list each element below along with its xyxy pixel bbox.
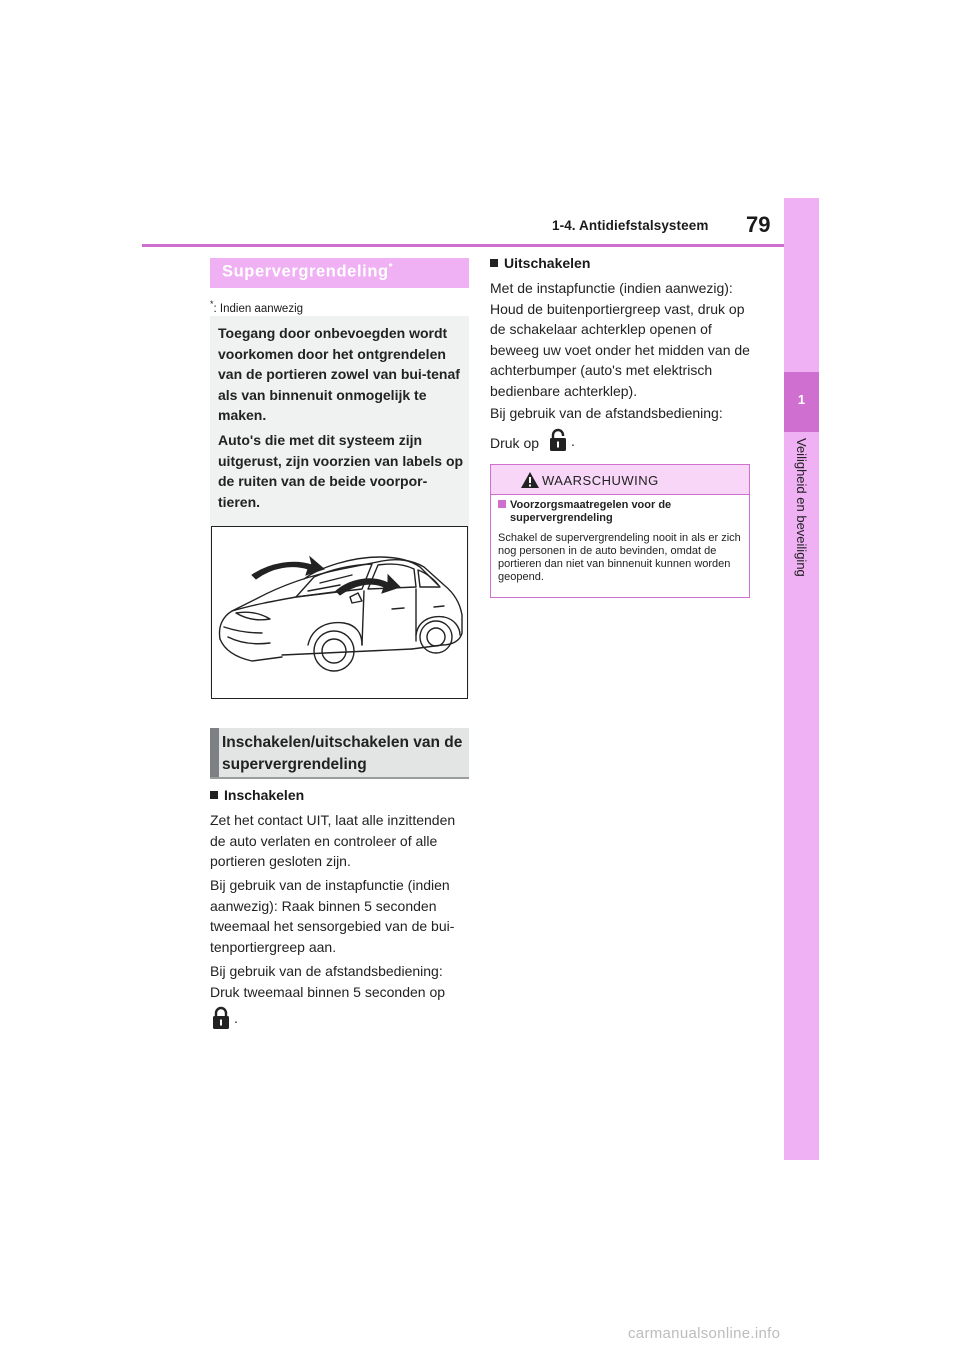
uitschakelen-period: . (571, 433, 575, 449)
car-illustration (211, 526, 468, 699)
warning-triangle-icon (520, 471, 540, 489)
section-heading (210, 258, 469, 288)
warning-subheading-text: Voorzorgsmaatregelen voor de supervergrendeling (510, 499, 672, 524)
chapter-title (784, 438, 819, 628)
inschakelen-period: . (234, 1010, 238, 1026)
uitschakelen-paragraph-2: Bij gebruik van de afstandsbediening: (490, 405, 723, 421)
inschakelen-heading (210, 787, 304, 803)
warning-subheading (498, 499, 746, 525)
intro-paragraph-1: Toegang door onbevoegden wordt voorkomen door het ontgrendelen van de portieren zowel van bui-tenaf als van binnenuit onmogelijk te maken. (218, 325, 460, 423)
unlock-icon (548, 428, 568, 452)
chapter-side-tab[interactable] (784, 198, 819, 1160)
warning-title: WAARSCHUWING (542, 473, 659, 488)
square-bullet-icon (498, 500, 506, 508)
uitschakelen-paragraph-1: Met de instapfunctie (indien aanwezig): Houd de buitenportiergreep vast, druk op de schakelaar achterklep openen of beweeg uw voet onder het midden van de achterbumper (auto's met elektrisch bedienbare achterklep). (490, 280, 750, 399)
warning-header (491, 465, 749, 495)
car-drawing (212, 527, 467, 698)
header-rule (142, 244, 786, 247)
chapter-title-text: Veiligheid en beveiliging (794, 438, 809, 577)
subsection-heading-bar (210, 728, 219, 777)
inschakelen-heading-text: Inschakelen (224, 787, 305, 803)
uitschakelen-paragraph-3: Druk op (490, 435, 540, 451)
uitschakelen-heading (490, 255, 590, 271)
footnote-text: : Indien aanwezig (213, 302, 304, 315)
square-bullet-icon (490, 259, 498, 267)
watermark: carmanualsonline.info (628, 1325, 781, 1342)
warning-body: Schakel de supervergrendeling nooit in als er zich nog personen in de auto bevinden, omdat de portieren dan niet van binnenuit kunnen worden geopend. (498, 532, 741, 583)
inschakelen-paragraph-3: Bij gebruik van de afstandsbediening: Druk tweemaal binnen 5 seconden op (210, 963, 446, 1000)
uitschakelen-heading-text: Uitschakelen (504, 255, 591, 271)
inschakelen-paragraph-1: Zet het contact UIT, laat alle inzittenden de auto verlaten en controleer of alle portieren gesloten zijn. (210, 812, 456, 869)
footnote (210, 299, 303, 315)
section-heading-text: Supervergrendeling* (222, 262, 394, 281)
footnote-marker: * (210, 299, 214, 309)
section-title: 1-4. Antidiefstalsysteem (552, 218, 709, 233)
lock-icon (211, 1006, 231, 1030)
intro-paragraph-2: Auto's die met dit systeem zijn uitgerust, zijn voorzien van labels op de ruiten van de beide voorpor-tieren. (218, 432, 464, 510)
warning-box (490, 464, 750, 598)
square-bullet-icon (210, 791, 218, 799)
page-number: 79 (746, 212, 771, 237)
subsection-heading-text: Inschakelen/uitschakelen van de supervergrendeling (222, 734, 463, 773)
section-heading-marker: * (388, 262, 394, 273)
chapter-number: 1 (797, 392, 806, 407)
subsection-heading (210, 728, 469, 779)
inschakelen-paragraph-2: Bij gebruik van de instapfunctie (indien aanwezig): Raak binnen 5 seconden tweemaal het sensorgebied van de bui-tenportiergreep aan. (210, 877, 455, 955)
